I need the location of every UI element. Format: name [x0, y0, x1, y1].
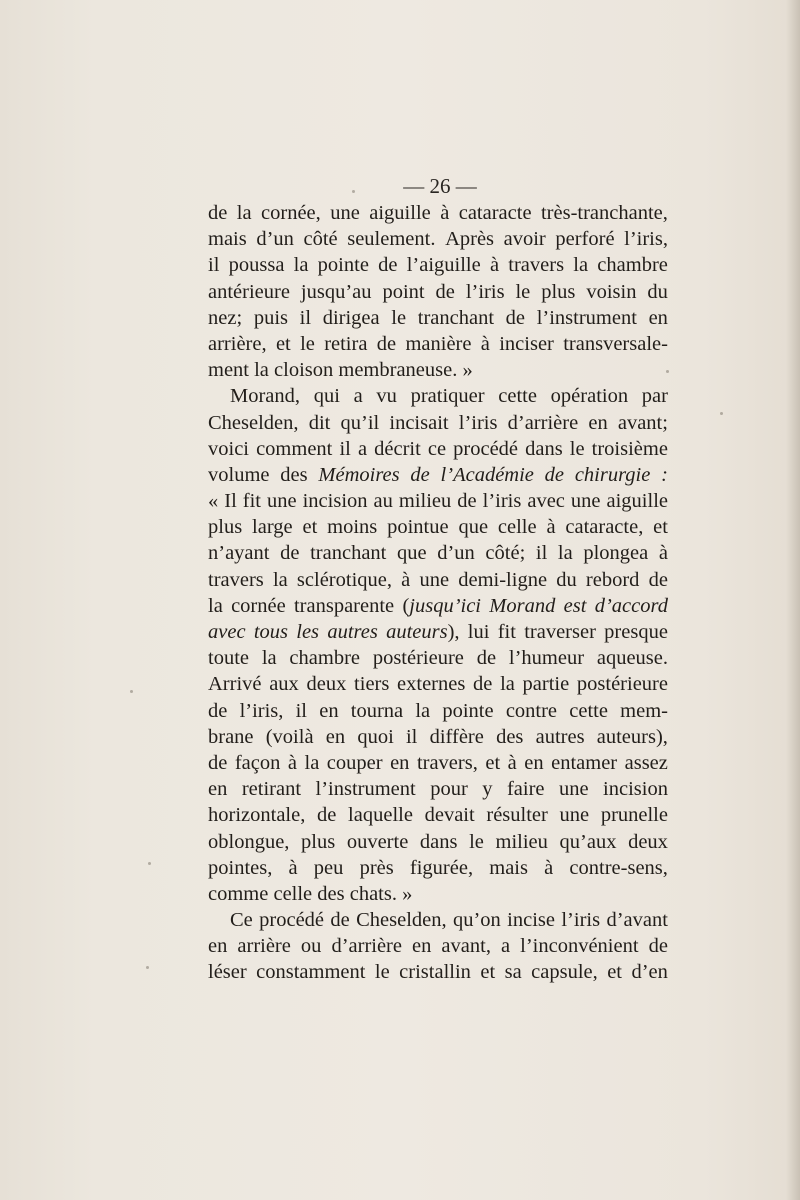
text-line: volume des Mémoires de l’Académie de chirurgie : — [208, 463, 668, 486]
text-line: léser constamment le cristallin et sa capsule, et d’en — [208, 961, 668, 984]
text-line: mais d’un côté seulement. Après avoir perforé l’iris, — [208, 228, 668, 251]
text-line: avec tous les autres auteurs), lui fit traverser presque — [208, 621, 668, 643]
ink-speck — [146, 966, 149, 969]
ink-speck — [148, 862, 151, 865]
body-text — [208, 200, 668, 986]
text-line: « Il fit une incision au milieu de l’iris avec une aiguille — [208, 490, 668, 513]
text-line: ment la cloison membraneuse. » — [208, 359, 473, 382]
text-line: Ce procédé de Cheselden, qu’on incise l’iris d’avant — [230, 909, 668, 932]
text-line: de l’iris, il en tourna la pointe contre cette mem- — [208, 699, 668, 722]
text-line: arrière, et le retira de manière à inciser transversale- — [208, 332, 668, 355]
text-line: Morand, qui a vu pratiquer cette opération par — [230, 385, 668, 408]
ink-speck — [130, 690, 133, 693]
ink-speck — [720, 412, 723, 415]
text-line: antérieure jusqu’au point de l’iris le plus voisin du — [208, 280, 668, 303]
text-line: oblongue, plus ouverte dans le milieu qu’aux deux — [208, 830, 668, 853]
text-line: travers la sclérotique, à une demi-ligne du rebord de — [208, 568, 668, 591]
text-line: Arrivé aux deux tiers externes de la partie postérieure — [208, 673, 668, 696]
text-line: en arrière ou d’arrière en avant, a l’inconvénient de — [208, 935, 668, 958]
text-line: pointes, à peu près figurée, mais à contre-sens, — [208, 856, 668, 879]
text-line: de la cornée, une aiguille à cataracte très-tranchante, — [208, 202, 668, 224]
text-line: en retirant l’instrument pour y faire une incision — [208, 778, 668, 801]
text-line: de façon à la couper en travers, et à en entamer assez — [208, 751, 668, 774]
text-line: plus large et moins pointue que celle à cataracte, et — [208, 516, 668, 539]
text-line: brane (voilà en quoi il diffère des autres auteurs), — [208, 725, 668, 748]
text-line: nez; puis il dirigea le tranchant de l’instrument en — [208, 306, 668, 329]
text-line: toute la chambre postérieure de l’humeur aqueuse. — [208, 647, 668, 670]
text-line: il poussa la pointe de l’aiguille à travers la chambre — [208, 254, 668, 277]
text-line: Cheselden, dit qu’il incisait l’iris d’arrière en avant; — [208, 411, 668, 434]
text-line: la cornée transparente (jusqu’ici Morand est d’accord — [208, 594, 668, 617]
text-line: n’ayant de tranchant que d’un côté; il la plongea à — [208, 542, 668, 565]
text-line: comme celle des chats. » — [208, 882, 413, 905]
page-number: — 26 — — [403, 174, 477, 198]
text-line: horizontale, de laquelle devait résulter une prunelle — [208, 804, 668, 827]
text-line: voici comment il a décrit ce procédé dans le troisième — [208, 437, 668, 460]
